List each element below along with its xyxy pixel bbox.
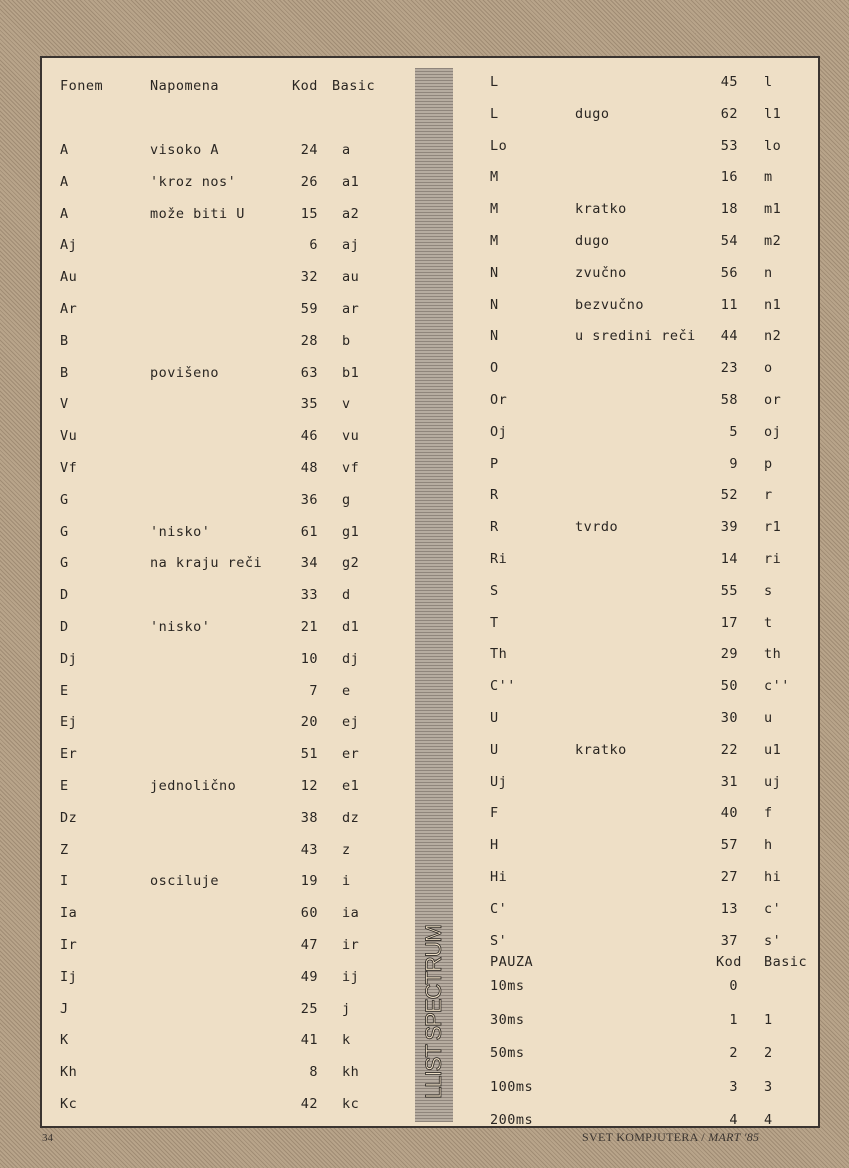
code-cell: 49 (300, 968, 318, 985)
note-cell: bezvučno (575, 296, 645, 313)
basic-cell: t (764, 614, 773, 631)
phoneme-cell: D (60, 587, 69, 604)
note-cell: dugo (575, 105, 610, 122)
code-cell: 61 (300, 523, 318, 540)
phoneme-cell: N (490, 296, 499, 313)
basic-cell: ir (342, 937, 360, 953)
code-cell: 50 (720, 678, 738, 695)
table-row (42, 172, 414, 192)
phoneme-cell: F (490, 805, 499, 822)
table-row (42, 1062, 414, 1082)
basic-cell: v (342, 396, 351, 413)
basic-cell: au (342, 269, 360, 286)
basic-cell: a2 (342, 205, 360, 222)
phoneme-cell: I (60, 873, 69, 890)
phoneme-cell: Th (490, 646, 508, 663)
table-row (42, 649, 414, 669)
table-row (42, 363, 414, 383)
table-row (454, 517, 822, 537)
table-row (42, 903, 414, 923)
table-row (42, 585, 414, 605)
table-row (454, 231, 822, 251)
code-cell: 9 (729, 455, 738, 472)
table-row (454, 72, 822, 92)
code-cell: 13 (720, 900, 738, 917)
basic-cell: u (764, 710, 773, 726)
code-cell: 11 (720, 296, 738, 313)
phoneme-cell: Dz (60, 809, 78, 826)
code-cell: 29 (720, 646, 738, 663)
table-row (454, 485, 822, 505)
code-cell: 19 (300, 873, 318, 890)
code-cell: 15 (300, 205, 318, 222)
code-cell: 30 (720, 710, 738, 726)
table-row (454, 835, 822, 855)
banner-title: LLIST SPECTRUM (421, 925, 447, 1099)
basic-cell: n (764, 264, 773, 281)
note-cell: tvrdo (575, 519, 619, 536)
phoneme-cell: E (60, 682, 69, 699)
code-cell: 22 (720, 741, 738, 758)
code-cell: 40 (720, 805, 738, 822)
table-row (454, 740, 822, 760)
banner-text-wrap (415, 912, 453, 1112)
table-row (42, 426, 414, 446)
phoneme-cell: R (490, 519, 499, 536)
note-cell: kratko (575, 741, 627, 758)
basic-cell: h (764, 837, 773, 854)
phoneme-cell: S' (490, 932, 508, 949)
table-row (42, 1030, 414, 1050)
code-cell: 4 (729, 1112, 738, 1128)
note-cell: 'kroz nos' (150, 173, 237, 190)
table-row (454, 549, 822, 569)
phoneme-cell: Ri (490, 551, 508, 567)
code-cell: 18 (720, 201, 738, 218)
magazine-name: SVET KOMPJUTERA / (582, 1130, 705, 1144)
table-row (42, 204, 414, 224)
note-cell: 'nisko' (150, 619, 211, 635)
table-row (42, 267, 414, 287)
basic-cell: g2 (342, 555, 360, 572)
basic-cell: n2 (764, 328, 782, 345)
table-row (454, 136, 822, 156)
page-number: 34 (42, 1132, 53, 1144)
basic-cell: aj (342, 237, 360, 254)
table-row (42, 1094, 414, 1114)
basic-cell: l1 (764, 105, 782, 122)
table-row (42, 299, 414, 319)
phoneme-cell: G (60, 555, 69, 572)
code-cell: 0 (729, 978, 738, 994)
phoneme-cell: Vu (60, 428, 78, 445)
table-row (454, 295, 822, 315)
code-cell: 14 (720, 551, 738, 567)
basic-cell: f (764, 805, 773, 822)
code-cell: 6 (309, 237, 318, 254)
code-cell: 5 (729, 423, 738, 440)
basic-cell: 3 (764, 1078, 773, 1095)
basic-cell: d (342, 587, 351, 604)
phoneme-cell: Ij (60, 968, 78, 985)
phoneme-cell: M (490, 233, 499, 249)
phoneme-cell: A (60, 142, 69, 158)
phoneme-cell: U (490, 741, 499, 758)
phoneme-cell: A (60, 173, 69, 190)
basic-cell: kc (342, 1096, 360, 1112)
phoneme-cell: N (490, 328, 499, 345)
code-cell: 25 (300, 1000, 318, 1017)
table-row (454, 263, 822, 283)
code-cell: 7 (309, 682, 318, 699)
phoneme-cell: C' (490, 900, 508, 917)
table-row (454, 613, 822, 633)
basic-cell: p (764, 455, 773, 472)
code-cell: 37 (720, 932, 738, 949)
table-row (454, 803, 822, 823)
basic-cell: vf (342, 460, 360, 476)
table-row (454, 1010, 822, 1030)
basic-cell: 1 (764, 1011, 773, 1028)
code-cell: 63 (300, 364, 318, 381)
phoneme-cell: Ir (60, 937, 78, 953)
code-cell: 24 (300, 142, 318, 158)
basic-cell: e (342, 682, 351, 699)
table-row (454, 1043, 822, 1063)
basic-cell: c'' (764, 678, 790, 695)
code-cell: 59 (300, 301, 318, 317)
phoneme-cell: Oj (490, 423, 508, 440)
basic-cell: vu (342, 428, 360, 445)
phoneme-cell: R (490, 487, 499, 504)
phoneme-cell: K (60, 1032, 69, 1049)
table-row (42, 522, 414, 542)
phoneme-cell: 200ms (490, 1112, 534, 1128)
phoneme-cell: Or (490, 392, 508, 408)
phoneme-cell: V (60, 396, 69, 413)
phoneme-cell: Dj (60, 650, 78, 667)
table-row (42, 808, 414, 828)
note-cell: zvučno (575, 264, 627, 281)
phoneme-cell: O (490, 360, 499, 377)
phoneme-cell: Kh (60, 1064, 78, 1081)
code-cell: 42 (300, 1096, 318, 1112)
code-cell: 57 (720, 837, 738, 854)
phoneme-cell: 100ms (490, 1078, 534, 1095)
phoneme-cell: L (490, 74, 499, 90)
note-cell: u sredini reči (575, 328, 696, 345)
phoneme-cell: Z (60, 841, 69, 858)
basic-cell: c' (764, 900, 782, 917)
note-cell: dugo (575, 233, 610, 249)
code-cell: 8 (309, 1064, 318, 1081)
code-cell: 38 (300, 809, 318, 826)
code-cell: 31 (720, 773, 738, 790)
code-cell: 28 (300, 332, 318, 349)
basic-cell: a (342, 142, 351, 158)
table-row (454, 1110, 822, 1130)
table-row (454, 867, 822, 887)
basic-cell: m1 (764, 201, 782, 218)
table-row (454, 358, 822, 378)
basic-cell: hi (764, 869, 782, 885)
basic-cell: lo (764, 137, 782, 154)
code-cell: 27 (720, 869, 738, 885)
table-row (454, 1077, 822, 1097)
phoneme-cell: Lo (490, 137, 508, 154)
pause-label: PAUZA (490, 954, 534, 970)
table-header (42, 76, 414, 96)
table-row (454, 104, 822, 124)
code-cell: 48 (300, 460, 318, 476)
phoneme-cell: Au (60, 269, 78, 286)
table-row (454, 167, 822, 187)
code-cell: 21 (300, 619, 318, 635)
phoneme-cell: A (60, 205, 69, 222)
phoneme-cell: U (490, 710, 499, 726)
table-row (42, 490, 414, 510)
basic-cell: ri (764, 551, 782, 567)
basic-cell: th (764, 646, 782, 663)
phoneme-cell: H (490, 837, 499, 854)
phoneme-cell: G (60, 491, 69, 508)
table-row (42, 140, 414, 160)
basic-cell: s' (764, 932, 782, 949)
phoneme-cell: N (490, 264, 499, 281)
note-cell: visoko A (150, 142, 220, 158)
table-row (42, 553, 414, 573)
basic-cell: j (342, 1000, 351, 1017)
basic-cell: er (342, 746, 360, 763)
phoneme-cell: J (60, 1000, 69, 1017)
phoneme-cell: M (490, 201, 499, 218)
header-basic: Basic (332, 78, 376, 94)
phoneme-cell: Hi (490, 869, 508, 885)
header-phoneme: Fonem (60, 78, 104, 94)
basic-cell: dz (342, 809, 360, 826)
phoneme-cell: B (60, 332, 69, 349)
phoneme-cell: C'' (490, 678, 516, 695)
phoneme-cell: L (490, 105, 499, 122)
code-cell: 53 (720, 137, 738, 154)
code-cell: 34 (300, 555, 318, 572)
basic-cell: o (764, 360, 773, 377)
code-cell: 12 (300, 778, 318, 794)
code-cell: 58 (720, 392, 738, 408)
pause-header (454, 952, 822, 972)
basic-cell: 2 (764, 1045, 773, 1061)
basic-cell: oj (764, 423, 782, 440)
table-row (42, 871, 414, 891)
basic-cell: kh (342, 1064, 360, 1081)
table-row (42, 967, 414, 987)
phoneme-cell: 50ms (490, 1045, 525, 1061)
note-cell: jednolično (150, 778, 237, 794)
phoneme-cell: 10ms (490, 978, 525, 994)
basic-cell: l (764, 74, 773, 90)
table-row (454, 976, 822, 996)
code-cell: 51 (300, 746, 318, 763)
pause-basic-header: Basic (764, 954, 808, 970)
code-cell: 45 (720, 74, 738, 90)
code-cell: 43 (300, 841, 318, 858)
basic-cell: 4 (764, 1112, 773, 1128)
basic-cell: s (764, 582, 773, 599)
note-cell: osciluje (150, 873, 220, 890)
basic-cell: b (342, 332, 351, 349)
code-cell: 16 (720, 169, 738, 186)
basic-cell: g (342, 491, 351, 508)
basic-cell: k (342, 1032, 351, 1049)
table-row (42, 681, 414, 701)
table-row (454, 676, 822, 696)
phoneme-cell: G (60, 523, 69, 540)
basic-cell: b1 (342, 364, 360, 381)
header-note: Napomena (150, 78, 220, 94)
code-cell: 41 (300, 1032, 318, 1049)
magazine-footer (582, 1130, 759, 1145)
basic-cell: r (764, 487, 773, 504)
note-cell: 'nisko' (150, 523, 211, 540)
table-row (42, 331, 414, 351)
code-cell: 44 (720, 328, 738, 345)
code-cell: 1 (729, 1011, 738, 1028)
table-row (454, 422, 822, 442)
table-row (42, 840, 414, 860)
phoneme-cell: E (60, 778, 69, 794)
phoneme-cell: 30ms (490, 1011, 525, 1028)
table-row (42, 617, 414, 637)
pause-code-header: Kod (716, 954, 742, 970)
basic-cell: e1 (342, 778, 360, 794)
phoneme-cell: B (60, 364, 69, 381)
phoneme-cell: M (490, 169, 499, 186)
table-row (454, 931, 822, 951)
code-cell: 35 (300, 396, 318, 413)
basic-cell: ia (342, 905, 360, 922)
basic-cell: z (342, 841, 351, 858)
phoneme-cell: Aj (60, 237, 78, 254)
table-row (42, 744, 414, 764)
phoneme-cell: Vf (60, 460, 78, 476)
code-cell: 20 (300, 714, 318, 731)
table-row (42, 935, 414, 955)
table-row (454, 454, 822, 474)
basic-cell: u1 (764, 741, 782, 758)
phoneme-cell: Uj (490, 773, 508, 790)
basic-cell: a1 (342, 173, 360, 190)
phoneme-cell: P (490, 455, 499, 472)
basic-cell: m (764, 169, 773, 186)
basic-cell: dj (342, 650, 360, 667)
basic-cell: d1 (342, 619, 360, 635)
phoneme-cell: S (490, 582, 499, 599)
phoneme-cell: Er (60, 746, 78, 763)
basic-cell: uj (764, 773, 782, 790)
note-cell: povišeno (150, 364, 220, 381)
page-sheet (40, 56, 820, 1128)
table-row (454, 390, 822, 410)
code-cell: 17 (720, 614, 738, 631)
table-row (42, 394, 414, 414)
basic-cell: ij (342, 968, 360, 985)
code-cell: 52 (720, 487, 738, 504)
table-row (454, 644, 822, 664)
basic-cell: n1 (764, 296, 782, 313)
code-cell: 2 (729, 1045, 738, 1061)
note-cell: može biti U (150, 205, 245, 222)
code-cell: 39 (720, 519, 738, 536)
code-cell: 23 (720, 360, 738, 377)
code-cell: 55 (720, 582, 738, 599)
table-row (42, 235, 414, 255)
magazine-issue: MART '85 (708, 1130, 760, 1144)
table-row (454, 899, 822, 919)
basic-cell: ej (342, 714, 360, 731)
basic-cell: g1 (342, 523, 360, 540)
basic-cell: ar (342, 301, 360, 317)
table-row (42, 776, 414, 796)
basic-cell: i (342, 873, 351, 890)
phoneme-cell: Ar (60, 301, 78, 317)
table-row (454, 708, 822, 728)
code-cell: 54 (720, 233, 738, 249)
code-cell: 26 (300, 173, 318, 190)
code-cell: 3 (729, 1078, 738, 1095)
code-cell: 33 (300, 587, 318, 604)
code-cell: 32 (300, 269, 318, 286)
phoneme-cell: Ia (60, 905, 78, 922)
header-code: Kod (292, 78, 318, 94)
phoneme-cell: T (490, 614, 499, 631)
table-row (42, 458, 414, 478)
table-row (454, 326, 822, 346)
code-cell: 62 (720, 105, 738, 122)
basic-cell: m2 (764, 233, 782, 249)
note-cell: kratko (575, 201, 627, 218)
code-cell: 60 (300, 905, 318, 922)
table-row (42, 999, 414, 1019)
code-cell: 36 (300, 491, 318, 508)
table-row (454, 772, 822, 792)
vertical-banner (415, 68, 453, 1122)
code-cell: 56 (720, 264, 738, 281)
phoneme-cell: Kc (60, 1096, 78, 1112)
table-row (42, 712, 414, 732)
code-cell: 10 (300, 650, 318, 667)
phoneme-cell: Ej (60, 714, 78, 731)
code-cell: 46 (300, 428, 318, 445)
phoneme-cell: D (60, 619, 69, 635)
code-cell: 47 (300, 937, 318, 953)
table-row (454, 199, 822, 219)
basic-cell: r1 (764, 519, 782, 536)
note-cell: na kraju reči (150, 555, 263, 572)
table-row (454, 581, 822, 601)
basic-cell: or (764, 392, 782, 408)
